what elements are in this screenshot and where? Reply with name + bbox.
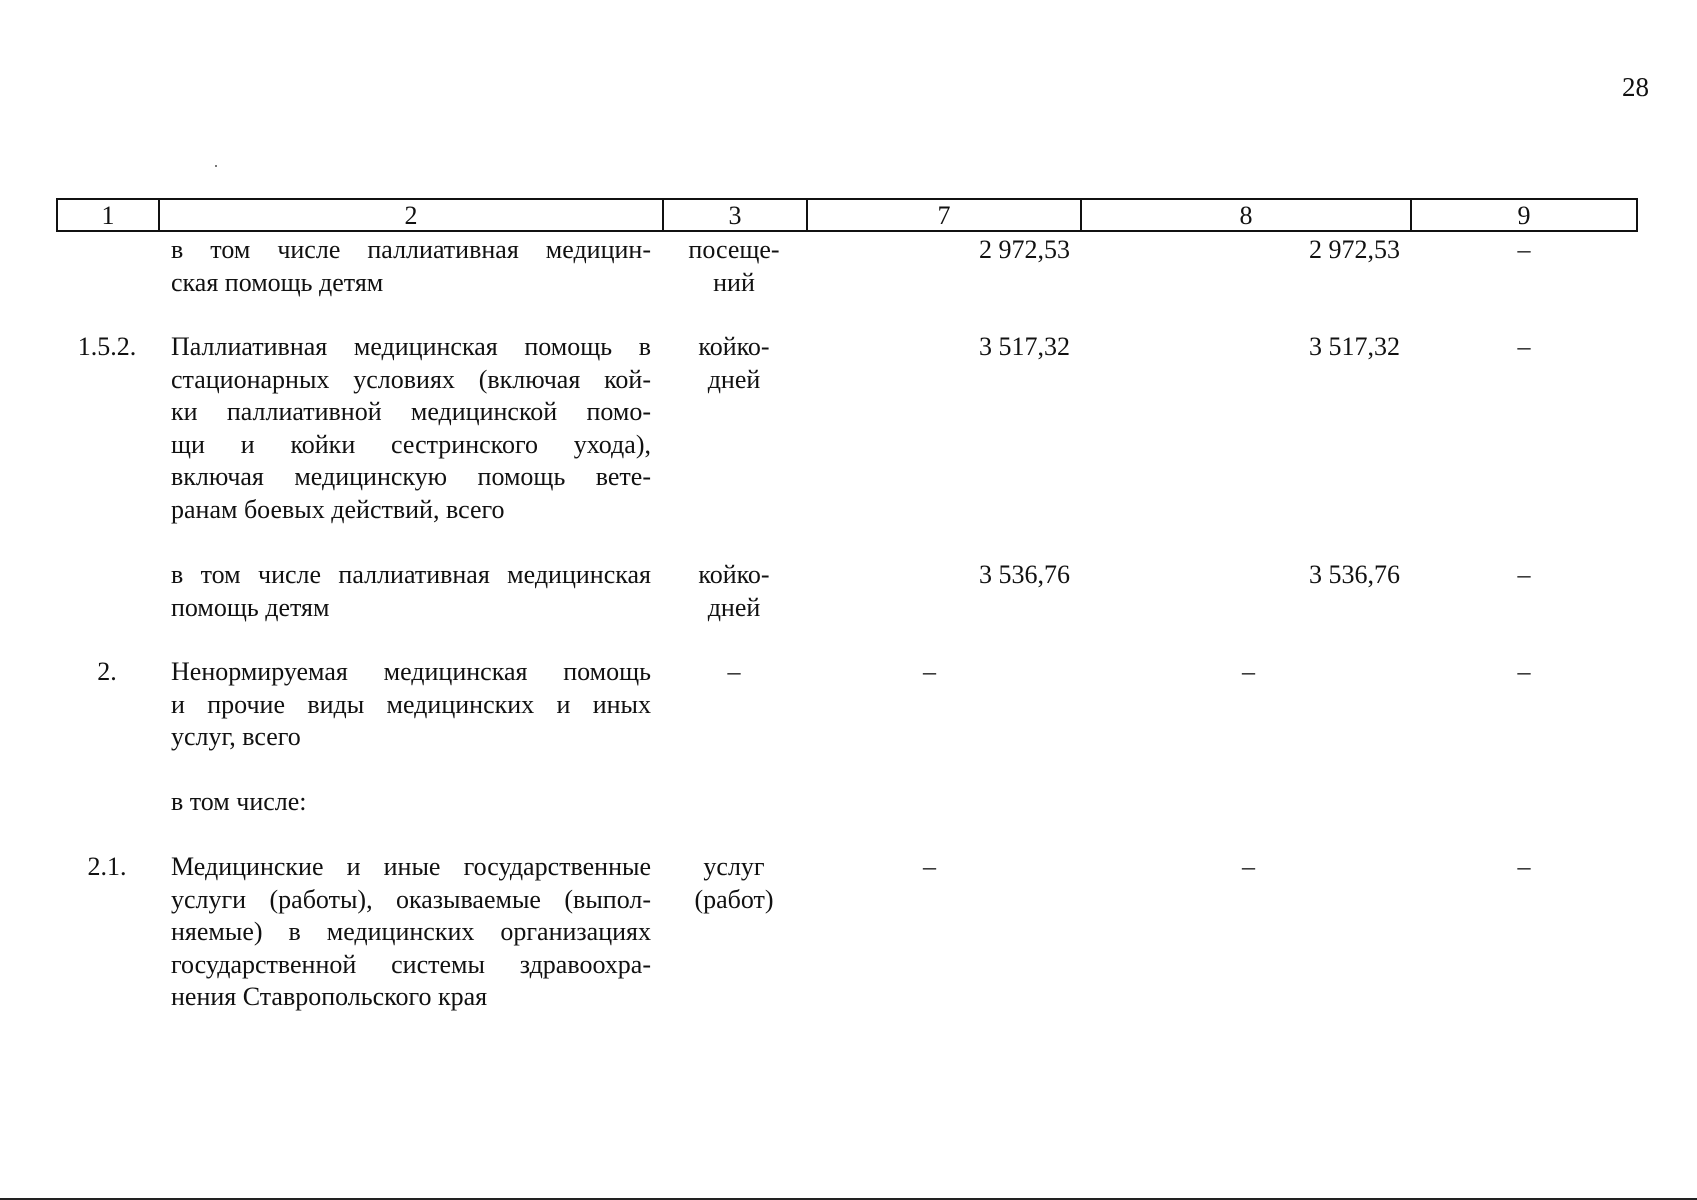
row-col8: 3 517,32 <box>1309 332 1400 361</box>
row-col8: 3 536,76 <box>1309 560 1400 589</box>
page-number: 28 <box>1622 72 1649 102</box>
table-row <box>56 331 1638 559</box>
row-col9: – <box>1517 560 1531 589</box>
table-row <box>56 559 1638 656</box>
header-col-7: 7 <box>808 200 1082 230</box>
row-col8: 2 972,53 <box>1309 235 1400 264</box>
table-row <box>56 234 1638 331</box>
row-col7: 3 536,76 <box>979 560 1070 589</box>
row-col7: – <box>923 657 936 686</box>
row-unit: койко- дней <box>698 332 770 394</box>
row-number <box>56 234 158 331</box>
row-number <box>56 559 158 656</box>
header-col-9: 9 <box>1517 201 1531 230</box>
row-col9: – <box>1517 332 1531 361</box>
header-col-1: 1 <box>58 200 160 230</box>
row-number: 2.1. <box>87 852 127 881</box>
row-unit <box>662 786 806 851</box>
row-col8 <box>1080 786 1410 851</box>
row-col7: 2 972,53 <box>979 235 1070 264</box>
table-body <box>56 234 1638 1021</box>
header-col-2: 2 <box>160 200 664 230</box>
row-name: в том числе паллиативная медицин- ская помощь детям <box>171 235 651 297</box>
row-name: в том числе паллиативная медицинская помощь детям <box>171 560 651 622</box>
row-col9: – <box>1517 235 1531 264</box>
row-unit: койко- дней <box>698 560 770 622</box>
row-name: Паллиативная медицинская помощь в стационарных условиях (включая кой- ки паллиативной медицинской помо- щи и койки сестринского ухода), включая медицинскую помощь вете- ранам боевых действий, всего <box>171 332 651 524</box>
row-col9: – <box>1517 657 1531 686</box>
header-col-8: 8 <box>1082 200 1412 230</box>
table-row <box>56 786 1638 851</box>
row-col7 <box>806 786 1080 851</box>
row-unit: посеще- ний <box>688 235 780 297</box>
header-col-3: 3 <box>664 200 808 230</box>
row-name: Ненормируемая медицинская помощь и прочие виды медицинских и иных услуг, всего <box>171 657 651 751</box>
row-number: 1.5.2. <box>77 332 137 361</box>
table-row <box>56 851 1638 1021</box>
table-row <box>56 656 1638 786</box>
row-unit: услуг (работ) <box>694 852 774 914</box>
row-col9 <box>1410 786 1638 851</box>
row-col9: – <box>1517 852 1531 881</box>
scan-speck <box>215 165 217 167</box>
row-number: 2. <box>97 657 117 686</box>
row-col8: – <box>1242 657 1255 686</box>
table-header-row <box>56 198 1638 232</box>
row-col7: 3 517,32 <box>979 332 1070 361</box>
row-number <box>56 786 158 851</box>
row-name: Медицинские и иные государственные услуги (работы), оказываемые (выпол- няемые) в медицинских организациях государственной системы здравоохра- нения Ставропольского края <box>171 852 651 1011</box>
row-name: в том числе: <box>171 787 307 816</box>
row-unit: – <box>727 657 741 686</box>
row-col8: – <box>1242 852 1255 881</box>
row-col7: – <box>923 852 936 881</box>
